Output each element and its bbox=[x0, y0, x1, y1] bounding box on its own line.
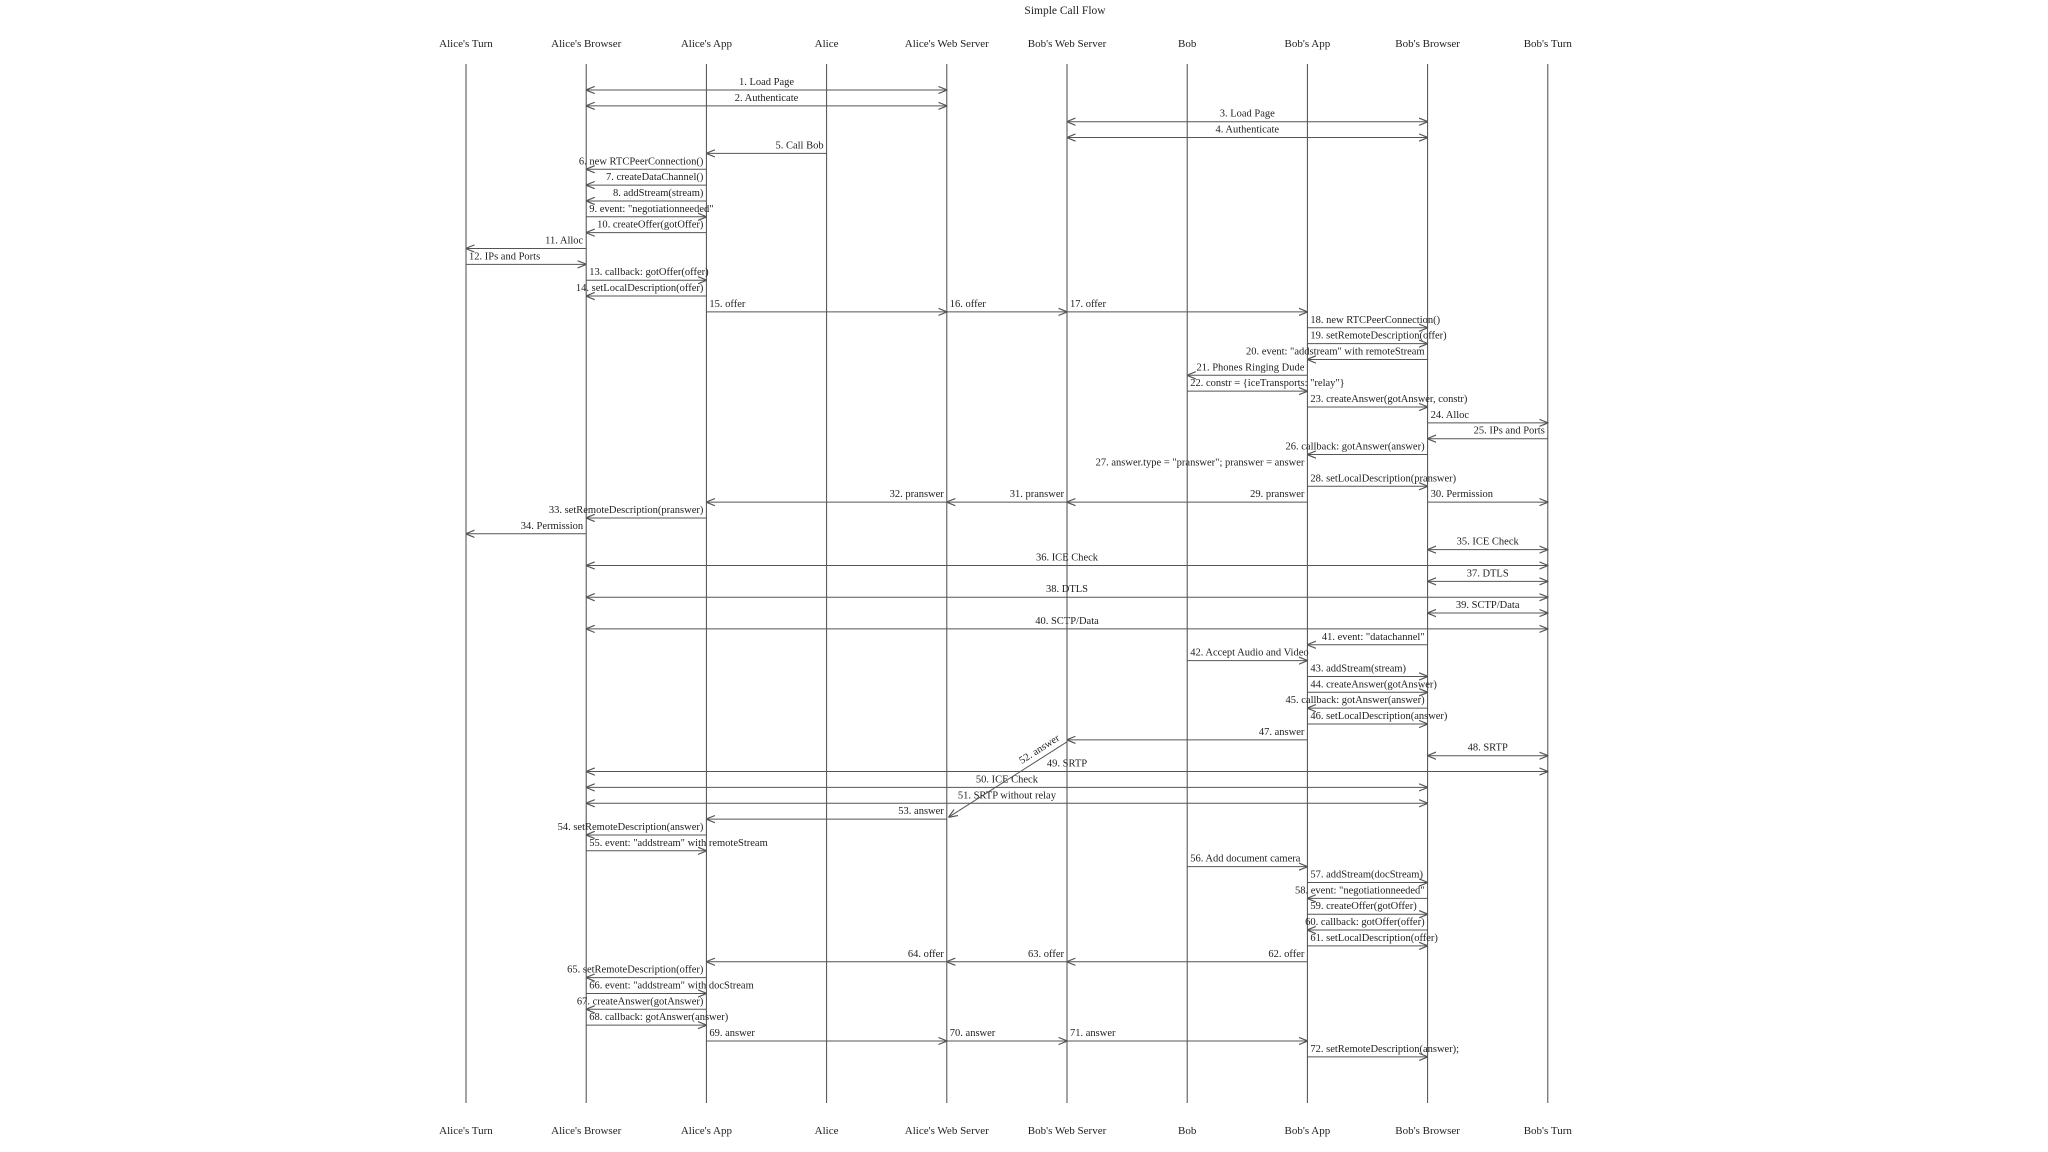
message bbox=[466, 521, 586, 534]
message-label: 17. offer bbox=[1070, 298, 1106, 310]
message-label: 66. event: "addstream" with docStream bbox=[589, 980, 754, 992]
message bbox=[586, 838, 768, 851]
message bbox=[558, 822, 707, 835]
message-label: 4. Authenticate bbox=[1215, 124, 1280, 136]
message bbox=[1307, 901, 1427, 914]
message-label: 63. offer bbox=[1028, 948, 1064, 960]
message bbox=[1428, 537, 1548, 550]
message bbox=[1067, 125, 1428, 138]
message-label: 51. SRTP without relay bbox=[957, 790, 1056, 802]
message-label: 56. Add document camera bbox=[1190, 853, 1301, 865]
message-label: 60. callback: gotOffer(offer) bbox=[1305, 917, 1425, 929]
message-label: 13. callback: gotOffer(offer) bbox=[589, 267, 709, 279]
message-arrow bbox=[949, 742, 1067, 817]
participant-top-aapp: Alice's App bbox=[680, 38, 732, 50]
message-label: 14. setLocalDescription(offer) bbox=[575, 283, 704, 295]
message-label: 7. createDataChannel() bbox=[606, 172, 704, 184]
participant-bottom-bbrow: Bob's Browser bbox=[1395, 1125, 1460, 1137]
message bbox=[1307, 933, 1438, 946]
participant-bottom-bweb: Bob's Web Server bbox=[1027, 1125, 1107, 1137]
messages bbox=[466, 77, 1548, 1057]
message bbox=[1187, 362, 1307, 375]
message-label: 38. DTLS bbox=[1046, 584, 1088, 596]
message-label: 44. createAnswer(gotAnswer) bbox=[1310, 679, 1437, 691]
message-label: 30. Permission bbox=[1430, 489, 1494, 501]
message bbox=[586, 790, 1427, 803]
message bbox=[1067, 109, 1428, 122]
message bbox=[1307, 394, 1468, 407]
message-label: 46. setLocalDescription(answer) bbox=[1310, 711, 1448, 722]
participant-bottom-aapp: Alice's App bbox=[680, 1125, 732, 1137]
message bbox=[586, 1012, 729, 1025]
message bbox=[1428, 410, 1548, 423]
participant-top-bweb: Bob's Web Server bbox=[1027, 38, 1107, 50]
message-label: 11. Alloc bbox=[545, 235, 584, 247]
message-label: 16. offer bbox=[949, 298, 986, 310]
participant-bottom-bapp: Bob's App bbox=[1284, 1125, 1331, 1137]
message-label: 33. setRemoteDescription(pranswer) bbox=[548, 504, 704, 516]
message bbox=[1187, 378, 1345, 391]
message-label: 47. answer bbox=[1258, 726, 1305, 738]
message-label: 6. new RTCPeerConnection() bbox=[578, 156, 704, 168]
message bbox=[1428, 426, 1548, 439]
message bbox=[549, 505, 707, 518]
message-label: 54. setRemoteDescription(answer) bbox=[557, 821, 704, 833]
participant-top-aweb: Alice's Web Server bbox=[904, 38, 989, 50]
message-label: 8. addStream(stream) bbox=[613, 187, 704, 199]
message-label: 42. Accept Audio and Video bbox=[1190, 647, 1309, 659]
message bbox=[1096, 457, 1305, 468]
message-label: 59. createOffer(gotOffer) bbox=[1310, 901, 1417, 913]
message bbox=[586, 980, 754, 993]
message bbox=[1428, 489, 1548, 502]
message-label: 9. event: "negotiationneeded" bbox=[589, 203, 714, 215]
message bbox=[947, 299, 1067, 312]
message bbox=[1428, 568, 1548, 581]
message-label: 58. event: "negotiationneeded" bbox=[1295, 885, 1425, 897]
message bbox=[579, 156, 706, 169]
message-label: 39. SCTP/Data bbox=[1455, 600, 1520, 612]
message bbox=[586, 188, 706, 201]
message bbox=[1307, 632, 1427, 645]
message-label: 5. Call Bob bbox=[775, 140, 824, 152]
message bbox=[466, 236, 586, 249]
message bbox=[1307, 711, 1448, 724]
message-label: 40. SCTP/Data bbox=[1035, 615, 1099, 627]
message-label: 70. answer bbox=[949, 1028, 996, 1039]
message bbox=[586, 220, 706, 233]
participant-bottom-bob: Bob bbox=[1178, 1125, 1197, 1137]
participant-top-aturn: Alice's Turn bbox=[439, 38, 493, 50]
message bbox=[1307, 1044, 1459, 1057]
message-label: 29. pranswer bbox=[1250, 489, 1305, 501]
message bbox=[1286, 442, 1428, 455]
message bbox=[1428, 600, 1548, 613]
message bbox=[1307, 331, 1447, 344]
message-label: 67. createAnswer(gotAnswer) bbox=[576, 996, 704, 1008]
participant-bottom-abrow: Alice's Browser bbox=[551, 1125, 622, 1137]
participant-top-bapp: Bob's App bbox=[1284, 38, 1331, 50]
message-label: 27. answer.type = "pranswer"; pranswer = answer bbox=[1095, 457, 1305, 469]
participant-bottom-aweb: Alice's Web Server bbox=[904, 1125, 989, 1137]
message-label: 23. createAnswer(gotAnswer, constr) bbox=[1310, 394, 1468, 405]
message-label: 31. pranswer bbox=[1009, 489, 1064, 501]
message-label: 20. event: "addstream" with remoteStream bbox=[1246, 346, 1425, 358]
message-label: 52. answer bbox=[1017, 732, 1062, 767]
message bbox=[586, 774, 1427, 787]
message-label: 55. event: "addstream" with remoteStream bbox=[589, 837, 768, 849]
message-label: 41. event: "datachannel" bbox=[1321, 631, 1425, 643]
message-label: 68. callback: gotAnswer(answer) bbox=[589, 1012, 729, 1024]
message-label: 62. offer bbox=[1268, 948, 1305, 960]
message-label: 10. createOffer(gotOffer) bbox=[597, 219, 704, 231]
message-label: 61. setLocalDescription(offer) bbox=[1310, 932, 1438, 944]
message-label: 3. Load Page bbox=[1219, 108, 1275, 120]
message-label: 45. callback: gotAnswer(answer) bbox=[1285, 695, 1425, 707]
message-label: 21. Phones Ringing Dude bbox=[1196, 362, 1305, 374]
message bbox=[577, 996, 707, 1009]
message-label: 64. offer bbox=[907, 948, 944, 960]
message bbox=[1246, 346, 1428, 359]
message bbox=[586, 172, 706, 185]
message bbox=[576, 283, 707, 296]
message-label: 32. pranswer bbox=[889, 489, 944, 501]
message-label: 15. offer bbox=[709, 298, 746, 310]
message-label: 2. Authenticate bbox=[734, 92, 799, 104]
message bbox=[1307, 870, 1427, 883]
message bbox=[947, 949, 1067, 962]
message-label: 71. answer bbox=[1070, 1028, 1116, 1039]
message-label: 50. ICE Check bbox=[975, 774, 1038, 786]
message-label: 12. IPs and Ports bbox=[469, 251, 541, 263]
message-label: 19. setRemoteDescription(offer) bbox=[1310, 330, 1447, 342]
participant-top-bbrow: Bob's Browser bbox=[1395, 38, 1460, 50]
participant-top-bob: Bob bbox=[1178, 38, 1197, 50]
message-label: 72. setRemoteDescription(answer); bbox=[1310, 1043, 1460, 1055]
participant-bottom-alice: Alice bbox=[814, 1125, 839, 1137]
participant-top-abrow: Alice's Browser bbox=[551, 38, 622, 50]
message bbox=[1307, 473, 1456, 486]
message bbox=[1286, 695, 1428, 708]
message bbox=[947, 1028, 1067, 1041]
message bbox=[586, 77, 947, 90]
participant-top-bturn: Bob's Turn bbox=[1523, 38, 1572, 50]
message-label: 48. SRTP bbox=[1467, 742, 1508, 754]
message-label: 18. new RTCPeerConnection() bbox=[1310, 314, 1441, 326]
message bbox=[947, 489, 1067, 502]
message-label: 28. setLocalDescription(pranswer) bbox=[1310, 473, 1457, 485]
participant-bottom-aturn: Alice's Turn bbox=[439, 1125, 493, 1137]
diagram-title: Simple Call Flow bbox=[1024, 5, 1106, 17]
message-label: 1. Load Page bbox=[738, 77, 795, 88]
message-label: 65. setRemoteDescription(offer) bbox=[567, 964, 704, 976]
message bbox=[1307, 663, 1427, 676]
message-label: 35. ICE Check bbox=[1456, 536, 1519, 548]
message-label: 57. addStream(docStream) bbox=[1310, 869, 1423, 881]
participant-top-alice: Alice bbox=[814, 38, 839, 50]
message bbox=[466, 251, 586, 264]
message bbox=[1307, 315, 1440, 328]
message bbox=[586, 93, 947, 106]
message bbox=[1295, 885, 1428, 898]
message bbox=[706, 140, 826, 153]
message bbox=[567, 965, 706, 978]
participant-bottom-bturn: Bob's Turn bbox=[1523, 1125, 1572, 1137]
message bbox=[586, 204, 713, 217]
message-label: 22. constr = {iceTransports: "relay"} bbox=[1190, 378, 1345, 390]
message-label: 24. Alloc bbox=[1430, 409, 1470, 421]
message-label: 43. addStream(stream) bbox=[1310, 663, 1407, 675]
message-label: 69. answer bbox=[709, 1028, 755, 1039]
message bbox=[1307, 679, 1437, 692]
message bbox=[1187, 648, 1308, 661]
message bbox=[1428, 743, 1548, 756]
message bbox=[586, 267, 709, 280]
message bbox=[1305, 917, 1427, 930]
message-label: 37. DTLS bbox=[1466, 568, 1509, 580]
message bbox=[1187, 854, 1307, 867]
message-label: 36. ICE Check bbox=[1035, 552, 1099, 564]
message-label: 53. answer bbox=[898, 806, 944, 818]
message-label: 26. callback: gotAnswer(answer) bbox=[1285, 441, 1425, 453]
message-label: 49. SRTP bbox=[1046, 758, 1088, 770]
message-label: 34. Permission bbox=[520, 520, 584, 532]
message-label: 25. IPs and Ports bbox=[1473, 425, 1545, 437]
